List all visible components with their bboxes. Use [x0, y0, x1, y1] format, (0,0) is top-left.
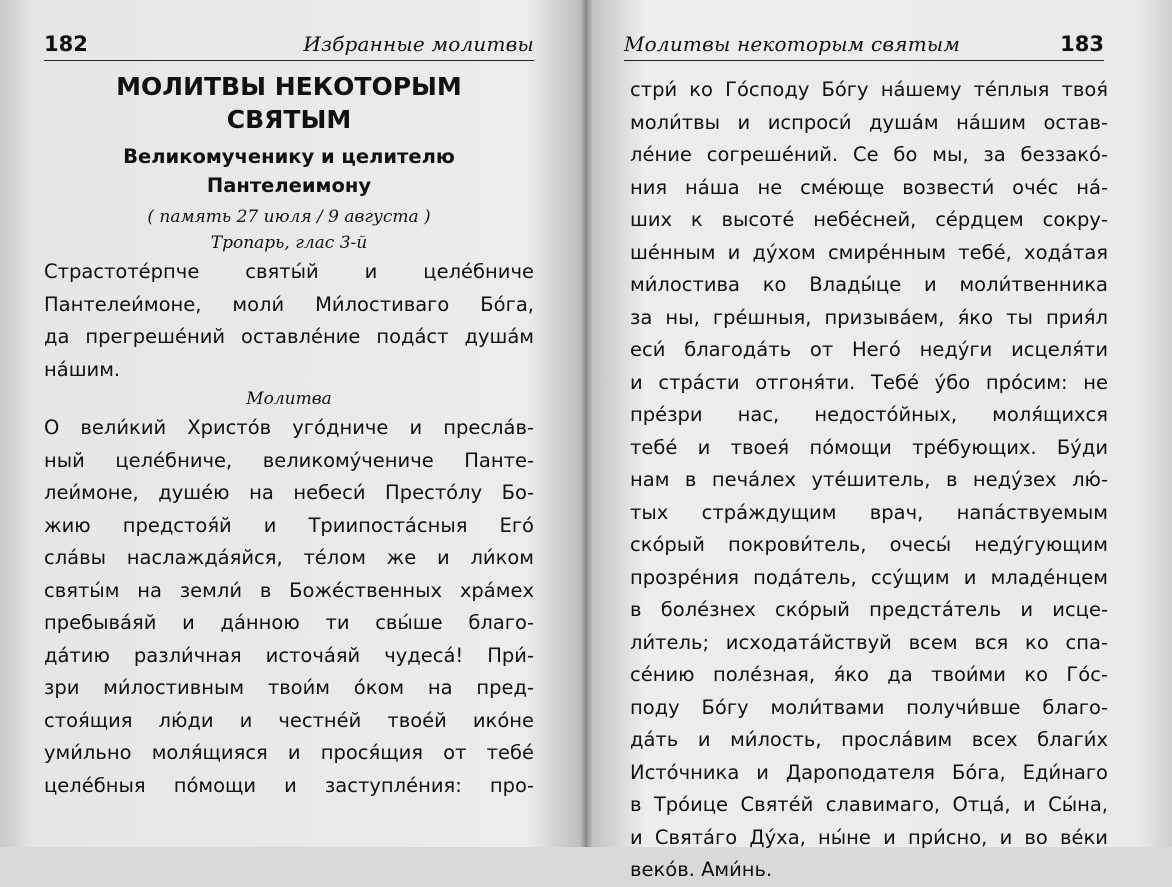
text-line: стри́ ко Го́споду Бо́гу на́шему те́плыя твоя́ [630, 78, 1108, 101]
feast-date: ( память 27 июля / 9 августа ) [147, 207, 431, 227]
right-page-body [630, 74, 1108, 887]
section-title-line: СВЯТЫМ [226, 105, 352, 134]
text-line: в боле́знех ско́рый предста́тель и исце- [630, 598, 1108, 621]
text-line: еси́ благода́ть от Него́ неду́ги исцеля́ти [630, 338, 1108, 361]
text-line: ше́нным и ду́хом смире́нным тебе́, хода́тая [630, 240, 1108, 264]
text-line: в Тро́ице Святе́й славимаго, Отца́, и Сы́на, [630, 793, 1108, 816]
text-line: святы́м на земли́ в Боже́ственных хра́мех [44, 578, 534, 602]
text-line: тых стра́ждущим врач, напа́ствуемым [630, 500, 1108, 524]
text-line: веко́в. Ами́нь. [630, 858, 773, 881]
right-running-title: Молитвы некоторым святым [624, 32, 961, 56]
text-line: ли́тель; исходата́йствуй всем вся ко спа- [630, 630, 1108, 654]
right-page-number: 183 [1060, 32, 1104, 56]
text-line: ния на́ша не сме́юще возвести́ оче́с на́- [630, 175, 1108, 199]
text-line: жию предстоя́й и Триипоста́сныя Его́ [44, 513, 534, 537]
text-line: тебе́ и твоея́ по́мощи тре́бующих. Бу́ди [630, 435, 1108, 459]
text-line: ших к высоте́ небе́сней, се́рдцем сокру- [630, 208, 1108, 231]
text-line: на́шим. [44, 357, 121, 381]
text-line: моли́твы и испроси́ душа́м на́шим остав- [630, 110, 1108, 134]
text-line: ле́ние согреше́ний. Се бо мы, за беззако́- [630, 143, 1108, 166]
text-line: стоя́щия лю́ди и честне́й твое́й ико́не [44, 708, 534, 732]
saint-title [44, 142, 534, 200]
text-line: да прегреше́ний оставле́ние пода́ст душа́м [44, 325, 534, 348]
text-line: и стра́сти отгоня́ти. Тебе́ у́бо про́сим: не [630, 370, 1108, 394]
left-page-body [44, 70, 534, 802]
text-line: зри ми́лостивным твои́м о́ком на пред- [44, 676, 534, 699]
left-page-number: 182 [44, 32, 88, 56]
prayer-text [44, 412, 534, 802]
text-line: ный целе́бниче, великому́чениче Панте- [44, 448, 534, 472]
left-running-title: Избранные молитвы [303, 32, 534, 56]
text-line: Страстоте́рпче святы́й и целе́бниче [44, 260, 534, 283]
right-page [586, 0, 1172, 881]
section-title-line: МОЛИТВЫ НЕКОТОРЫМ [116, 72, 462, 101]
right-running-head [624, 26, 1104, 61]
troparion-text [44, 256, 534, 386]
prayer-label: Молитва [246, 389, 332, 409]
text-line: за ны, гре́шныя, призыва́ем, я́ко ты прия́л [630, 305, 1108, 329]
saint-title-line: Пантелеимону [206, 174, 372, 197]
text-line: прозре́ния пода́тель, ссу́щим и младе́нцем [630, 565, 1108, 589]
text-line: леи́моне, душе́ю на небеси́ Престо́лу Бо- [44, 481, 534, 504]
text-line: и Свята́го Ду́ха, ны́не и при́сно, и во ве́ки [630, 825, 1108, 849]
text-line: пре́зри нас, недосто́йных, моля́щихся [630, 403, 1108, 426]
left-page [0, 0, 586, 847]
text-line: уми́льно моля́щияся и прося́щия от тебе́ [44, 741, 534, 764]
text-line: нам в печа́лех уте́шитель, в неду́зех лю́- [630, 468, 1108, 491]
text-line: се́нию поле́зная, я́ко да твои́ми ко Го́с- [630, 663, 1108, 686]
text-line: Пантелеи́моне, моли́ Ми́лостиваго Бо́га, [44, 292, 534, 316]
text-line: да́ть и ми́лость, просла́вим всех благи́х [630, 728, 1108, 751]
left-running-head [44, 26, 534, 61]
text-line: ми́лостива ко Влады́це и моли́твенника [630, 273, 1108, 296]
prayer-continuation-text [630, 74, 1108, 887]
text-line: ско́рый покрови́тель, очесы́ неду́гующим [630, 533, 1108, 556]
text-line: пребыва́яй и да́нною ти свы́ше благо- [44, 611, 534, 634]
text-line: О вели́кий Христо́в уго́дниче и пресла́в- [44, 416, 534, 439]
text-line: поду Бо́гу моли́твами получи́вше благо- [630, 695, 1108, 719]
saint-title-line: Великомученику и целителю [123, 145, 455, 168]
section-title [44, 70, 534, 136]
text-line: сла́вы наслажда́яйся, те́лом же и ли́ком [44, 546, 534, 569]
text-line: целе́бныя по́мощи и заступле́ния: про- [44, 773, 534, 797]
text-line: да́тию разли́чная источа́яй чудеса́! При́- [44, 643, 534, 667]
text-line: Исто́чника и Дароподателя Бо́га, Еди́наго [630, 760, 1108, 784]
troparion-label: Тропарь, глас 3-й [210, 233, 368, 253]
